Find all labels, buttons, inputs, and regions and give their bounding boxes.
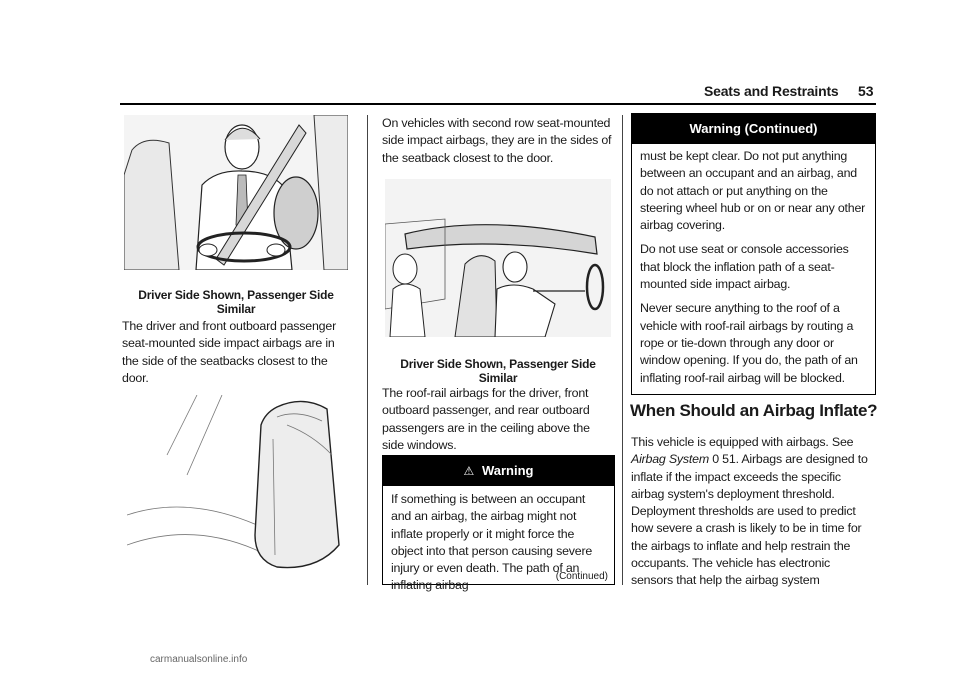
figure-seat-side-airbag (127, 395, 349, 572)
figure-3-caption: Driver Side Shown, Passenger Side Similar (400, 357, 596, 385)
seat-airbag-illustration (127, 395, 349, 572)
col2-intro-paragraph: On vehicles with second row seat-mounted side impact airbags, they are in the sides of the seatback closest to the door. (382, 116, 612, 165)
warning-cont-paragraph-2: Do not use seat or console accessories that block the inflation path of a seat-mounted side impact airbag. (640, 242, 849, 292)
warning-cont-paragraph-3: Never secure anything to the roof of a vehicle with roof-rail airbags by routing a rope or tie-down through any door or window opening. If you do, the path of an inflating roof-rail airbag will be blocked. (640, 301, 858, 385)
warning-title: Warning (481, 463, 534, 478)
warning-continued-box (631, 113, 876, 395)
col3-paragraph-rest: . Airbags are designed to inflate if the impact exceeds the specific airbag system's deployment threshold. Deployment thresholds are used to predict how severe a crash is likely to be in time for the airbags to inflate and help restrain the occupants. The vehicle has electronic sensors that help the airbag system (631, 452, 868, 588)
col3-paragraph-start: This vehicle is equipped with airbags. See (631, 435, 854, 449)
figure-1-caption: Driver Side Shown, Passenger Side Similar (138, 288, 334, 316)
airbag-system-link[interactable]: Airbag System (631, 452, 709, 467)
watermark: carmanualsonline.info (150, 654, 248, 665)
warning-continued-label: (Continued) (555, 571, 608, 582)
warning-continued-body (632, 144, 875, 396)
header-rule (120, 103, 876, 105)
warning-header (383, 456, 614, 486)
col1-paragraph: The driver and front outboard passenger seat-mounted side impact airbags are in the side of the seatbacks closest to the door. (122, 319, 336, 385)
section-heading: When Should an Airbag Inflate? (630, 401, 878, 420)
roof-rail-illustration (385, 179, 611, 337)
column-divider-2 (622, 115, 623, 585)
page-ref: 0 51 (712, 452, 736, 467)
warning-cont-paragraph-1: must be kept clear. Do not put anything between an occupant and an airbag, and do not attach or put anything on the steering wheel hub or on or near any other airbag covering. (640, 149, 866, 233)
warning-continued-header: Warning (Continued) (632, 114, 875, 144)
section-header: Seats and Restraints (704, 83, 839, 99)
warning-text: If something is between an occupant and an airbag, the airbag might not inflate properly or it might force the object into that person causing severe injury or even death. The path of an inflating airbag (391, 492, 593, 593)
warning-box (382, 455, 615, 593)
driver-illustration (124, 115, 348, 270)
col2-paragraph: The roof-rail airbags for the driver, front outboard passenger, and rear outboard passengers are in the ceiling above the side windows. (382, 386, 590, 452)
page-number: 53 (858, 83, 874, 99)
figure-roof-rail-airbag (385, 179, 611, 337)
warning-triangle-icon: ⚠ (463, 464, 475, 478)
col3-paragraph (631, 434, 874, 590)
figure-driver-side-airbag (124, 115, 348, 270)
column-divider-1 (367, 115, 368, 585)
